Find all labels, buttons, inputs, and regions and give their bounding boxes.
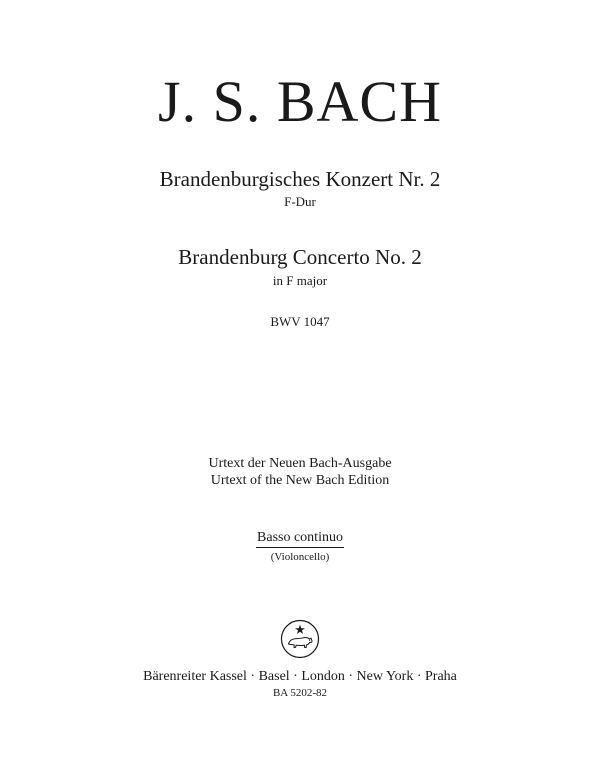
baerenreiter-bear-logo-icon: [280, 619, 320, 659]
title-english: Brandenburg Concerto No. 2: [178, 245, 422, 269]
publisher-number: BA 5202-82: [272, 687, 328, 699]
title-german: Brandenburgisches Konzert Nr. 2: [159, 167, 441, 191]
part-instrument: (Violoncello): [270, 551, 330, 563]
part-name: Basso continuo: [257, 530, 343, 545]
edition-german: Urtext der Neuen Bach-Ausgabe: [208, 456, 392, 471]
key-german: F-Dur: [284, 194, 316, 209]
publisher-line: Bärenreiter Kassel · Basel · London · New York · Praha: [143, 669, 457, 684]
edition-english: Urtext of the New Bach Edition: [210, 473, 390, 488]
catalog-number: BWV 1047: [270, 314, 330, 329]
part-divider: [256, 547, 344, 548]
key-english: in F major: [272, 273, 328, 288]
composer-name: J. S. BACH: [158, 69, 442, 134]
